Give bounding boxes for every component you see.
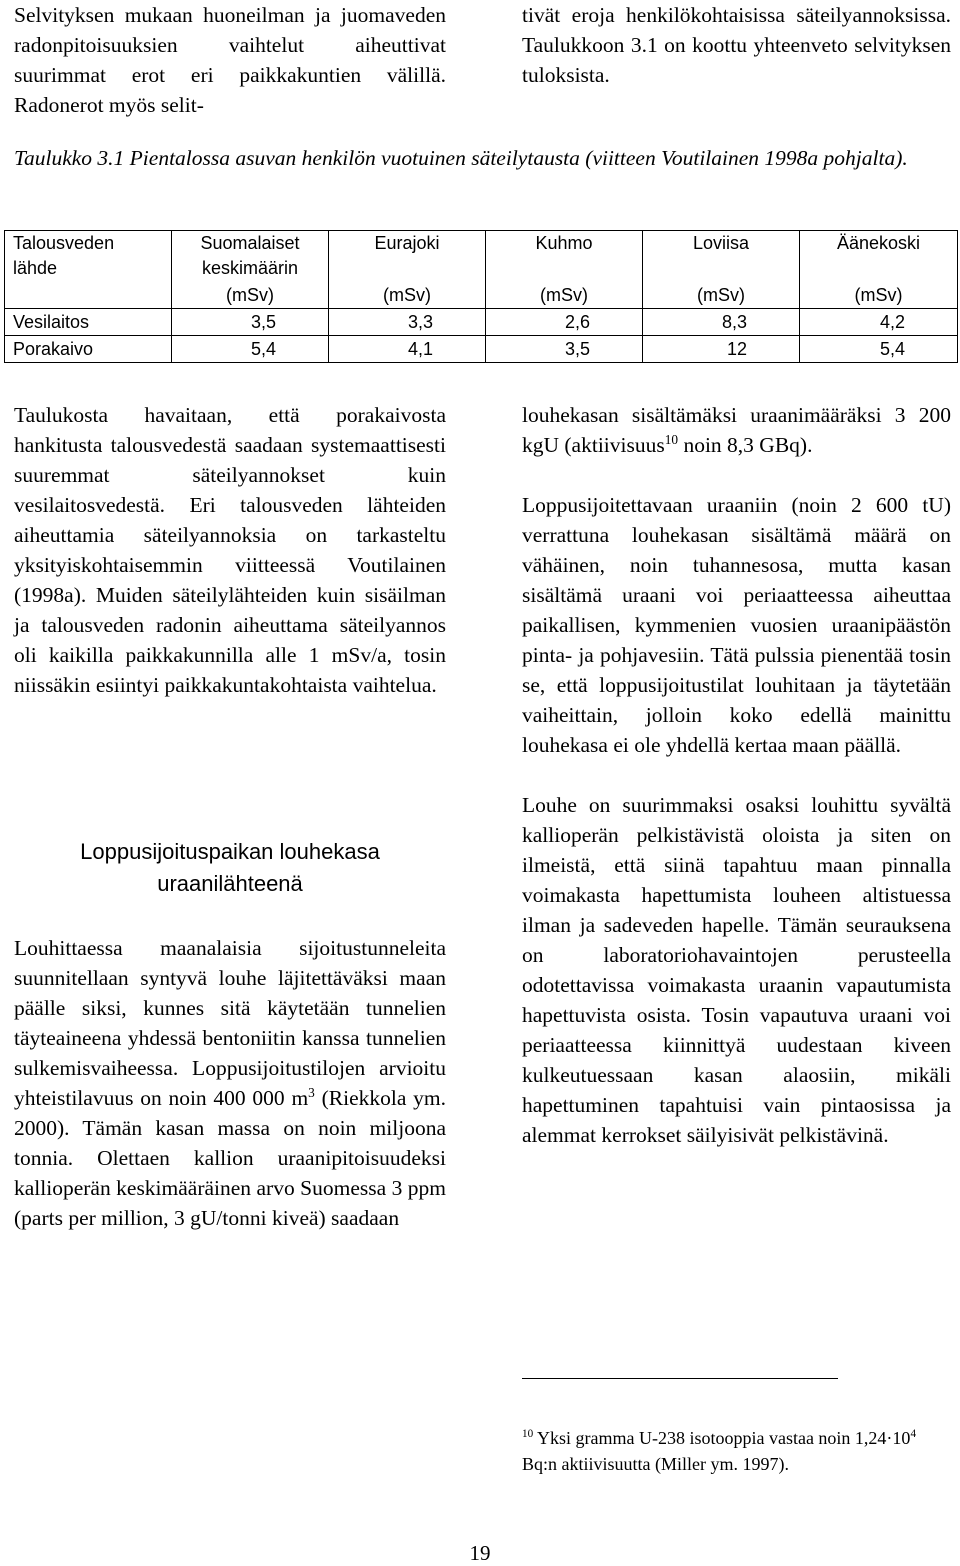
header-average-line2: keskimäärin bbox=[201, 258, 299, 278]
radiation-table bbox=[4, 230, 958, 363]
header-eurajoki-label: Eurajoki bbox=[374, 233, 440, 253]
paragraph-text: Loppusijoitettavaan uraaniin (noin 2 600 tU) verrattuna louhekasan sisältämä määrä on vähäinen, noin tuhannesosa, mutta kasan sisältämä uraani voi periaatteessa aiheuttaa paikallisen, kymmenien vuosien uraanipäästön pinta- ja pohjavesiin. Tätä pulssia pienentää tosin se, että loppusijoitustilat louhitaan ja täytetään vaiheittain, jolloin koko edellä mainittu louhekasa ei ole yhdellä kertaa maan päällä. bbox=[522, 493, 951, 757]
footnote bbox=[522, 1425, 952, 1477]
cell-loviisa: 12 bbox=[643, 336, 800, 363]
paragraph-text-part: Louhittaessa maanalaisia sijoitustunneleita suunnitellaan syntyvä louhe läjitettäväksi maan päälle siksi, kunnes sitä käytetään tunnelien täyteaineena yhdessä bentoniitin kanssa tunnelien sulkemisvaiheessa. Loppusijoitustilojen arvioitu yhteistilavuus on noin 400 000 m bbox=[14, 936, 446, 1110]
table-row bbox=[5, 336, 958, 363]
header-aanekoski-unit: (mSv) bbox=[854, 285, 903, 305]
header-kuhmo-label: Kuhmo bbox=[535, 233, 593, 253]
top-left-paragraph bbox=[14, 0, 446, 120]
paragraph-text: Selvityksen mukaan huoneilman ja juomaveden radonpitoisuuksien vaihtelut aiheuttivat suurimmat erot eri paikkakuntien välillä. Radonerot myös selit- bbox=[14, 3, 446, 117]
right-column-body bbox=[522, 400, 951, 1150]
header-average-line1: Suomalaiset bbox=[200, 233, 300, 253]
cell-eurajoki: 3,3 bbox=[329, 309, 486, 336]
footnote-divider bbox=[522, 1378, 838, 1379]
footnote-mark: 10 bbox=[522, 1428, 534, 1440]
cell-kuhmo: 3,5 bbox=[486, 336, 643, 363]
cell-loviisa: 8,3 bbox=[643, 309, 800, 336]
footnote-text: Yksi gramma U-238 isotooppia vastaa noin 1,24·10 bbox=[533, 1428, 911, 1448]
header-kuhmo-unit: (mSv) bbox=[540, 285, 588, 305]
page-number: 19 bbox=[469, 1541, 491, 1565]
header-eurajoki-unit: (mSv) bbox=[383, 285, 431, 305]
cell-aanekoski: 4,2 bbox=[800, 309, 958, 336]
paragraph-text-part: (Riekkola ym. 2000). Tämän kasan massa on noin miljoona tonnia. Olettaen kallion uraanipitoisuudeksi kallioperän keskimääräinen arvo Suomessa 3 ppm (parts per million, 3 gU/tonni kiveä) saadaan bbox=[14, 1086, 446, 1230]
header-average bbox=[172, 231, 329, 309]
header-source-line1: Talousveden bbox=[13, 233, 115, 253]
paragraph-text: Taulukosta havaitaan, että porakaivosta hankitusta talousvedestä saadaan systemaattisesti suuremmat säteilyannokset kuin vesilaitosvedestä. Eri talousveden lähteiden aiheuttamia säteilyannoksia on tarkasteltu yksityiskohtaisemmin viitteessä Voutilainen (1998a). Muiden säteilylähteiden kuin sisäilman ja talousveden radonin aiheuttama säteilyannos oli kaikilla paikkakunnilla alle 1 mSv/a, tosin niissäkin esiintyi paikkakuntakohtaista vaihtelua. bbox=[14, 403, 446, 697]
top-right-paragraph bbox=[522, 0, 951, 90]
header-loviisa bbox=[643, 231, 800, 309]
section-heading: Loppusijoituspaikan louhekasa uraanilähteenä bbox=[80, 839, 380, 896]
cell-kuhmo: 2,6 bbox=[486, 309, 643, 336]
cell-aanekoski: 5,4 bbox=[800, 336, 958, 363]
header-eurajoki bbox=[329, 231, 486, 309]
header-kuhmo bbox=[486, 231, 643, 309]
header-aanekoski bbox=[800, 231, 958, 309]
paragraph-text-part: noin 8,3 GBq). bbox=[678, 433, 813, 457]
paragraph-text bbox=[14, 933, 446, 1233]
table-row bbox=[5, 309, 958, 336]
header-loviisa-label: Loviisa bbox=[692, 233, 750, 253]
footnote-exponent: 4 bbox=[910, 1428, 917, 1440]
paragraph-text bbox=[522, 400, 951, 460]
table-caption: Taulukko 3.1 Pientalossa asuvan henkilön vuotuinen säteilytausta (viitteen Voutilainen 1998a pohjalta). bbox=[14, 146, 908, 170]
cell-eurajoki: 4,1 bbox=[329, 336, 486, 363]
superscript: 3 bbox=[308, 1084, 315, 1100]
left-column-body bbox=[14, 400, 446, 700]
cell-average: 5,4 bbox=[172, 336, 329, 363]
paragraph-text: Louhe on suurimmaksi osaksi louhittu syvältä kallioperän pelkistävistä oloista ja siten on ilmeistä, että siinä tapahtuu maan pinnalla voimakasta hapettumista louheen altistuessa ilman ja sadeveden hapelle. Tämän seurauksena on laboratoriohavaintojen perusteella odotettavissa voimakasta uraanin vapautumista hapettuvista osista. Tosin vapautuva uraani voi periaatteessa kiinnittyä uudestaan kiveen kulkeutuessaan kasan alaosiin, mikäli hapettuminen tapahtuisi vain pintaosissa ja alemmat kerrokset säilyisivät pelkistävinä. bbox=[522, 793, 951, 1147]
footnote-text: Bq:n aktiivisuutta (Miller ym. 1997). bbox=[522, 1454, 789, 1474]
table-header-row bbox=[5, 231, 958, 309]
footnote-reference[interactable]: 10 bbox=[664, 431, 679, 447]
cell-source: Porakaivo bbox=[5, 336, 172, 363]
paragraph-text: tivät eroja henkilökohtaisissa säteilyannoksissa. Taulukkoon 3.1 on koottu yhteenveto selvityksen tuloksista. bbox=[522, 3, 951, 87]
cell-source: Vesilaitos bbox=[5, 309, 172, 336]
left-column-body-2 bbox=[14, 933, 446, 1233]
header-loviisa-unit: (mSv) bbox=[697, 285, 745, 305]
header-source-line2: lähde bbox=[13, 258, 58, 278]
header-source bbox=[5, 231, 172, 309]
header-average-unit: (mSv) bbox=[226, 285, 274, 305]
header-aanekoski-label: Äänekoski bbox=[836, 233, 921, 253]
paragraph-text-part: louhekasan sisältämäksi uraanimääräksi 3 200 kgU (aktiivisuus bbox=[522, 403, 951, 457]
cell-average: 3,5 bbox=[172, 309, 329, 336]
